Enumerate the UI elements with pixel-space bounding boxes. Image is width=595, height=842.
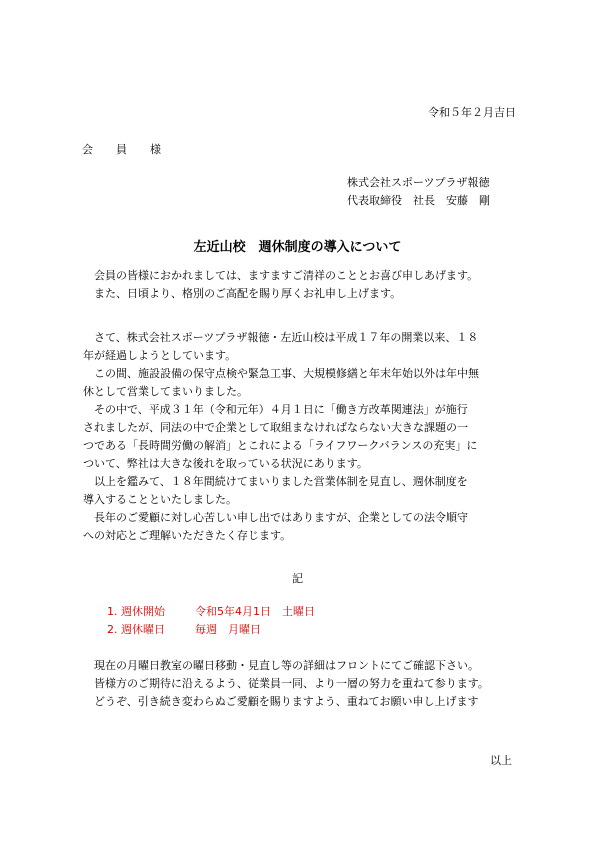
item-list	[107, 603, 315, 639]
closing-paragraph	[83, 657, 523, 711]
item-row	[107, 603, 315, 621]
body-line: 長年のご愛顧に対し心苦しい申し出ではありますが、企業としての法令順守	[94, 511, 468, 524]
body-line: 以上を鑑みて、１８年間続けてまいりました営業体制を見直し、週休制度を	[94, 475, 468, 488]
item-label: 2. 週休曜日	[107, 623, 165, 636]
greeting-line: 会員の皆様におかれましては、ますますご清祥のこととお喜び申しあげます。	[94, 269, 479, 282]
sender-company: 株式会社スポーツプラザ報徳	[347, 176, 490, 189]
document-title: 左近山校 週休制度の導入について	[193, 240, 402, 255]
item-value: 令和5年4月1日 土曜日	[195, 605, 315, 618]
closing-line: 現在の月曜日教室の曜日移動・見直し等の詳細はフロントにてご確認下さい。	[94, 659, 479, 672]
body-line: さて、株式会社スポーツプラザ報徳・左近山校は平成１７年の開業以来、１８	[94, 331, 479, 344]
greeting-paragraph	[83, 267, 523, 303]
ki-heading: 記	[292, 572, 303, 585]
body-line: つである「長時間労働の解消」とこれによる「ライフワークバランスの充実」に	[83, 439, 478, 452]
item-value: 毎週 月曜日	[195, 623, 261, 636]
body-line: されましたが、同法の中で企業として取組まなければならない大きな課題の一	[83, 421, 468, 434]
document-date: 令和５年２月吉日	[428, 106, 516, 119]
body-line: その中で、平成３１年（令和元年）４月１日に「働き方改革関連法」が施行	[94, 403, 468, 416]
closing-ijo: 以上	[490, 754, 512, 767]
sender-representative: 代表取締役 社長 安藤 剛	[347, 194, 490, 207]
item-row	[107, 621, 315, 639]
main-body	[83, 329, 523, 545]
body-line: への対応とご理解いただきたく存じます。	[83, 529, 292, 542]
recipient: 会 員 様	[82, 143, 167, 156]
closing-line: どうぞ、引き続き変わらぬご愛顧を賜りますよう、重ねてお願い申し上げます	[94, 695, 479, 708]
greeting-line: また、日頃より、格別のご高配を賜り厚くお礼申し上げます。	[94, 287, 402, 300]
item-label: 1. 週休開始	[107, 605, 165, 618]
body-line: 年が経過しようとしています。	[83, 349, 237, 362]
body-line: 導入することといたしました。	[83, 493, 237, 506]
body-line: ついて、弊社は大きな後れを取っている状況にあります。	[83, 457, 368, 470]
body-line: この間、施設設備の保守点検や緊急工事、大規模修繕と年末年始以外は年中無	[94, 367, 479, 380]
closing-line: 皆様方のご期待に沿えるよう、従業員一同、より一層の努力を重ねて参ります。	[94, 677, 489, 690]
sender-block	[347, 174, 490, 210]
body-line: 休として営業してまいりました。	[83, 385, 248, 398]
